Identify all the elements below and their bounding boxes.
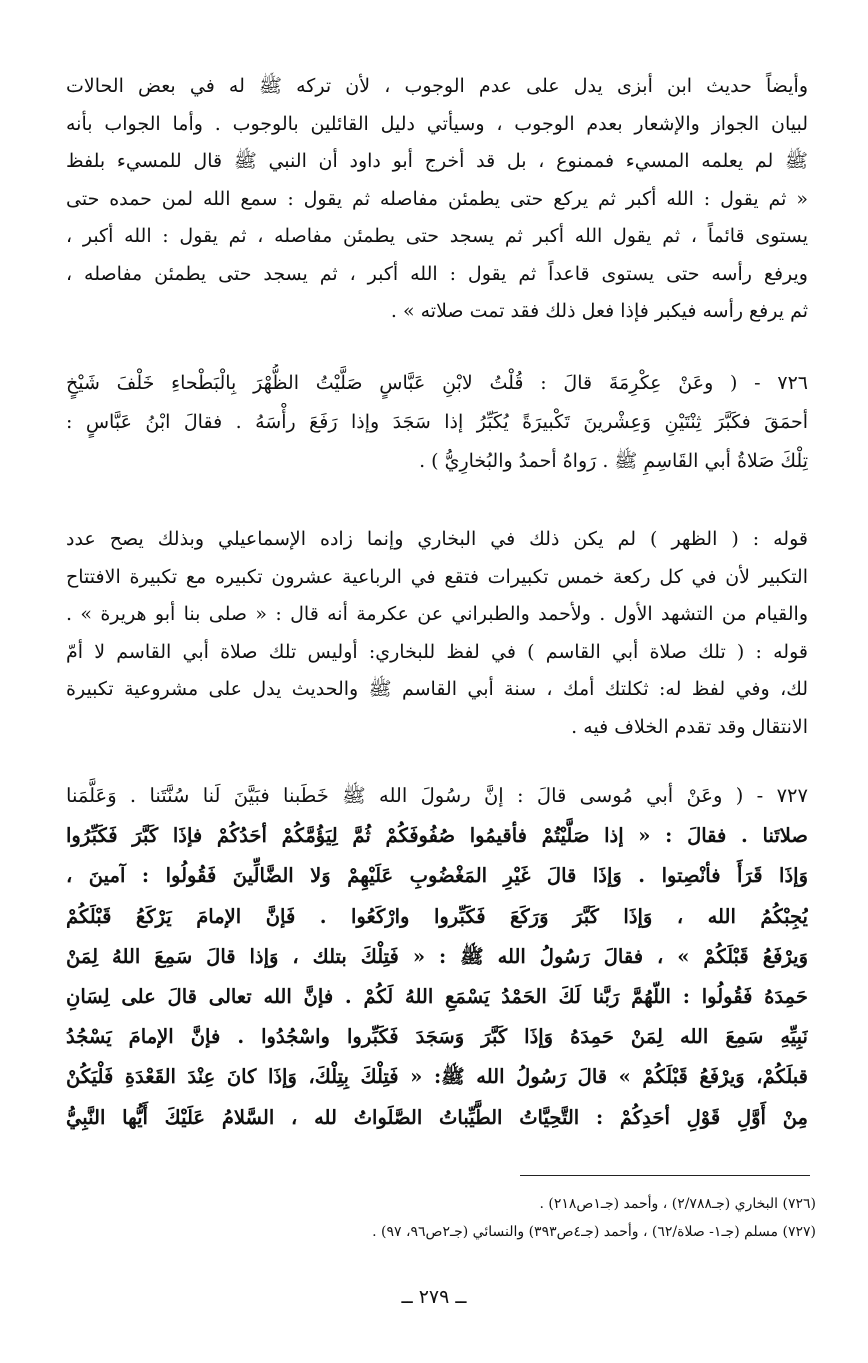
hadith-line: نَبِيِّهِ سَمِعَ الله لِمَنْ حَمِدَهُ وَإذَا كَبَّرَ وَسَجَدَ فَكَبِّروا واسْجُدُوا . فإنَّ الإمامَ يَسْجُدُ: [66, 1025, 808, 1049]
hadith-line: قبلَكُمْ، وَيرْفَعُ قَبْلَكُمْ » قالَ رَسُولُ الله ﷺ: « فَتِلْكَ بِتِلْكَ، وَإذَا كانَ عِنْدَ القَعْدَةِ فَلْيَكُنْ: [66, 1065, 808, 1089]
hadith-line: حَمِدَهُ فَقُولُوا : اللّهُمَّ رَبَّنا لَكَ الحَمْدُ يَسْمَعِ اللهُ لَكُمْ . فإنَّ الله تعالى قالَ على لِسَانِ: [66, 984, 808, 1008]
hadith-line: مِنْ أَوَّلِ قَوْلِ أحَدِكُمْ : التَّحِيَّاتُ الطَّيِّباتُ الصَّلَواتُ لله ، السَّلامُ عَلَيْكَ أَيُّها النَّبِيُّ: [66, 1105, 808, 1129]
text-line: ثم يرفع رأسه فيكبر فإذا فعل ذلك فقد تمت صلاته » .: [390, 300, 808, 322]
hadith-line: يُجِبْكُمُ الله ، وَإذَا كَبَّرَ وَرَكَعَ فَكَبِّروا وارْكَعُوا . فَإنَّ الإمامَ يَرْكَعُ قَبْلَكُمْ: [66, 904, 808, 928]
footnote-separator: [520, 1175, 810, 1176]
hadith-line: ٧٢٧ - ( وعَنْ أبي مُوسى قالَ : إنَّ رسُولَ الله ﷺ خَطَبنا فبَيَّنَ لَنا سُنَّتَنا . وَعَلَّمَنا: [66, 784, 808, 807]
footnotes: [215, 1190, 816, 1246]
text-line: يستوى قائماً ، ثم يقول الله أكبر ثم يسجد حتى يطمئن مفاصله ، ثم يقول : الله أكبر ،: [66, 225, 808, 247]
hadith-line: تِلْكَ صَلاةُ أبي القَاسِمِ ﷺ . رَواهُ أحمدُ والبُخارِيُّ ) .: [419, 450, 808, 472]
text-line: « ثم يقول : الله أكبر ثم يركع حتى يطمئن مفاصله ثم يقول : سمع الله لمن حمده حتى: [66, 187, 808, 210]
hadith-line: ٧٢٦ - ( وعَنْ عِكْرِمَةَ قالَ : قُلْتُ لابْنِ عَبَّاسٍ صَلَّيْتُ الظُّهْرَ بِالْبَطْحاءِ خَلْفَ شَيْخٍ: [66, 372, 808, 394]
text-line: التكبير لأن في كل ركعة خمس تكبيرات فتقع في الرباعية عشرون تكبيره مع تكبيرة الافتتاح: [66, 565, 808, 588]
text-line: ﷺ لم يعلمه المسيء فممنوع ، بل قد أخرج أبو داود أن النبي ﷺ قال للمسيء بلفظ: [66, 150, 808, 172]
footnote-726: (٧٢٦) البخاري (جـ٢/٧٨٨) ، وأحمد (جـ١ص٢١٨) .: [539, 1196, 816, 1212]
hadith-line: وَيرْفَعُ قَبْلَكُمْ » ، فقالَ رَسُولُ الله ﷺ : « فَتِلْكَ بتلك ، وَإذا قالَ سَمِعَ اللهُ لِمَنْ: [66, 944, 808, 968]
commentary-726: [66, 521, 808, 746]
text-line: الانتقال وقد تقدم الخلاف فيه .: [571, 715, 808, 738]
text-line: ويرفع رأسه حتى يستوى قاعداً ثم يقول : الله أكبر ، ثم يسجد حتى يطمئن مفاصله ،: [66, 262, 808, 285]
page-number: ــ ٢٧٩ ــ: [401, 1286, 467, 1308]
hadith-727: [66, 776, 808, 1138]
hadith-line: وَإذَا قَرَأَ فأنْصِتوا . وَإذَا قالَ غَيْرِ المَغْضُوبِ عَلَيْهِمْ وَلا الضَّالِّينَ فَقُولُوا : آمينَ ،: [66, 864, 808, 888]
footnote-727: (٧٢٧) مسلم (جـ١- صلاة/٦٢) ، وأحمد (جـ٤ص٣٩٣) والنسائي (جـ٢ص٩٦، ٩٧) .: [372, 1224, 816, 1240]
text-line: وأيضاً حديث ابن أبزى يدل على عدم الوجوب ، لأن تركه ﷺ له في بعض الحالات: [66, 75, 808, 97]
text-line: لك، وفي لفظ له: ثكلتك أمك ، سنة أبي القاسم ﷺ والحديث يدل على مشروعية تكبيرة: [66, 678, 808, 700]
hadith-line: صلاتَنا . فقالَ : « إذا صَلَّيْتُمْ فأقيمُوا صُفُوفَكُمْ ثُمَّ لِيَؤُمَّكُمْ أحَدُكُمْ فإذَا كَبَّرَ فَكَبِّرُوا: [66, 824, 808, 848]
hadith-726: [66, 364, 808, 481]
text-line: والقيام من التشهد الأول . ولأحمد والطبراني عن عكرمة أنه قال : « صلى بنا أبو هريرة » .: [66, 603, 808, 625]
text-line: قوله : ( الظهر ) لم يكن ذلك في البخاري وإنما زاده الإسماعيلي وبذلك يصح عدد: [66, 528, 808, 550]
text-line: قوله : ( تلك صلاة أبي القاسم ) في لفظ للبخاري: أوليس تلك صلاة أبي القاسم لا أمّ: [66, 640, 808, 663]
hadith-line: أحمَقَ فكَبَّرَ ثِنْتَيْنِ وَعِشْرينَ تَكْبيرَةً يُكَبِّرُ إذا سَجَدَ وإذا رَفَعَ رأْسَهُ . فقالَ ابْنُ عَبَّاسٍ :: [66, 411, 808, 433]
paragraph-1: [66, 68, 808, 331]
text-line: لبيان الجواز والإشعار بعدم الوجوب ، وسيأتي دليل القائلين بالوجوب . وأما الجواب بأنه: [66, 112, 808, 135]
